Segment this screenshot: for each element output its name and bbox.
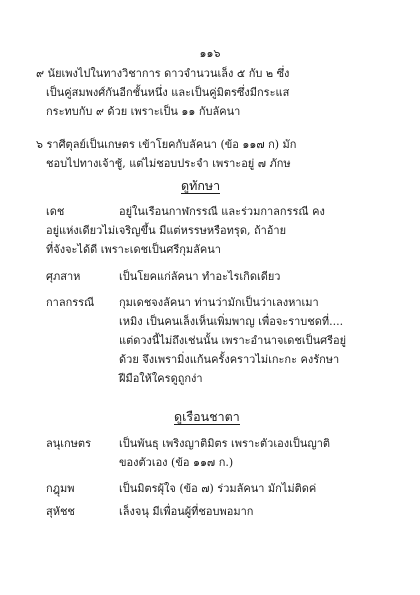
- entry-description: [119, 479, 316, 498]
- text-line: เป็นคู่สมพงศ์กันอีกชั้นหนึ่ง และเป็นคู่มิตรซึ่งมีกระแส: [46, 86, 290, 99]
- entry-term: สุหัชช: [46, 505, 75, 518]
- text-line: อยู่ในเรือนกาฬกรรณี และร่วมกาลกรรณี คง: [119, 205, 325, 218]
- entry-description: [119, 267, 281, 286]
- text-line: กุมเดชจงลัคนา ท่านว่ามักเป็นว่าเลงหาเมา: [119, 296, 319, 309]
- text-line: เป็นโยคแก่ลัคนา ทำอะไรเกิดเดียว: [119, 270, 281, 283]
- text-line: ที่จังจะได้ดี เพราะเดชเป็นศรีกุมลัคนา: [46, 243, 221, 256]
- text-line: ๙ นัยเพงไปในทางวิชาการ ดาวจำนวนเล็ง ๕ กับ ๒ ซึ่ง: [36, 67, 290, 80]
- entry-description: [119, 502, 253, 521]
- heading-text: ดูทักษา: [181, 178, 221, 193]
- text-line: ของตัวเอง (ข้อ ๑๑๗ ก.): [119, 456, 234, 469]
- entry-description: [46, 202, 325, 259]
- entry-term: กฎุมพ: [46, 482, 75, 495]
- text-line: ๖ ราศีตุลย์เป็นเกษตร เข้าโยคกับลัคนา (ข้อ ๑๑๗ ก) มัก: [36, 138, 297, 151]
- heading-underline: [181, 193, 220, 194]
- intro-item-9: [36, 64, 289, 121]
- heading-underline: [174, 424, 240, 425]
- text-line: ชอบไปทางเจ้าชู้, แต่ไม่ชอบประจำ เพราะอยู่ ๗ ภักษ: [46, 157, 291, 170]
- text-line: เล็งจนุ มีเพื่อนผู้ที่ชอบพอมาก: [119, 505, 254, 518]
- entry-description: [119, 293, 346, 388]
- heading-text: ดูเรือนชาตา: [174, 409, 240, 424]
- section-heading-tapha: [181, 176, 220, 196]
- text-line: กระทบกับ ๙ ด้วย เพราะเป็น ๑๑ กับลัคนา: [46, 105, 241, 118]
- text-line: แต่ดวงนี้ไม่ถึงเช่นนั้น เพราะอำนาจเดชเป็นศรีอยู่: [119, 334, 347, 347]
- text-line: ด้วย จึงเพรามิ่งแก้นครั้งคราวไม่เกะกะ คงรักษา: [119, 353, 340, 366]
- entry-description: [119, 434, 330, 472]
- entry-term: กาลกรรณี: [46, 296, 95, 309]
- text-line: อยู่แห่งเดียวไม่เจริญขึ้น มีแต่หรรษหรือทรุด, ถ้าอ้าย: [46, 224, 287, 237]
- section-heading-ruean: [174, 407, 240, 427]
- page-number: ๑๑๖: [199, 47, 221, 60]
- text-line: ฝีมือให้ใครดูถูกง่า: [119, 372, 203, 385]
- text-line: เป็นมิตรผุ้ใจ (ข้อ ๗) ร่วมลัคนา มักไม่ติดค่: [119, 482, 317, 495]
- entry-term: เดช: [46, 205, 65, 218]
- entry-term: ศุภสาห: [46, 270, 81, 283]
- entry-term: ลนุเกษตร: [46, 437, 91, 450]
- text-line: เป็นพันธุ เพริงญาติมิตร เพราะตัวเองเป็นญาติ: [119, 437, 331, 450]
- intro-item-6: [36, 135, 296, 173]
- text-line: เหมิง เป็นคนเล็งเห็นเพิ่มพาญ เพื่อจะราบชดที่....: [119, 315, 344, 328]
